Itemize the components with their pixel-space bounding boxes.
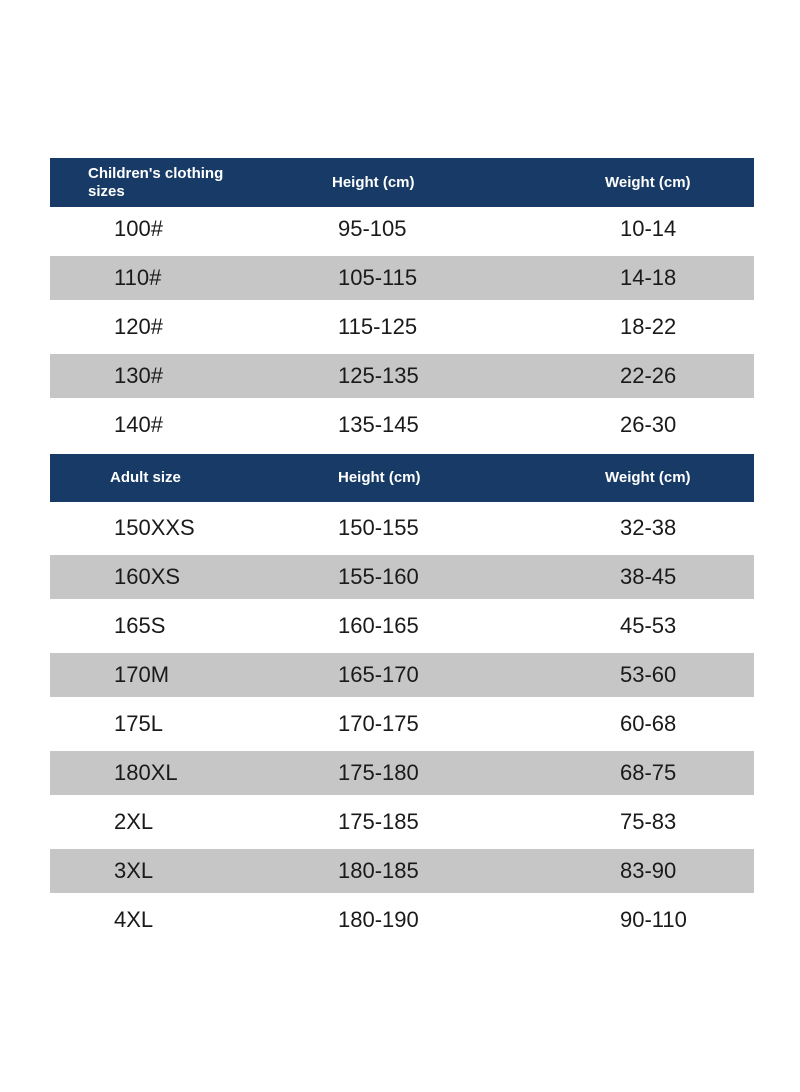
children-height-header: Height (cm)	[332, 173, 415, 191]
weight-cell: 26-30	[620, 412, 677, 437]
height-cell: 115-125	[338, 314, 418, 339]
size-cell: 130#	[114, 363, 163, 388]
table-row	[50, 702, 754, 746]
size-cell: 175L	[114, 711, 163, 736]
children-header-row	[50, 158, 754, 207]
table-row	[50, 800, 754, 844]
table-row	[50, 751, 754, 795]
adult-table-body	[50, 506, 754, 942]
size-cell: 150XXS	[114, 515, 195, 540]
weight-cell: 90-110	[620, 907, 687, 932]
weight-cell: 83-90	[620, 858, 677, 883]
size-cell: 3XL	[114, 858, 154, 883]
table-row	[50, 653, 754, 697]
height-cell: 180-190	[338, 907, 419, 932]
size-cell: 2XL	[114, 809, 154, 834]
height-cell: 175-180	[338, 760, 419, 785]
table-row	[50, 849, 754, 893]
size-cell: 170M	[114, 662, 170, 687]
weight-cell: 45-53	[620, 613, 677, 638]
table-row	[50, 207, 754, 251]
height-cell: 180-185	[338, 858, 419, 883]
table-row	[50, 555, 754, 599]
height-cell: 160-165	[338, 613, 419, 638]
table-row	[50, 256, 754, 300]
weight-cell: 75-83	[620, 809, 677, 834]
table-row	[50, 898, 754, 942]
adult-height-header: Height (cm)	[338, 469, 421, 486]
weight-cell: 53-60	[620, 662, 677, 687]
adult-header-row	[50, 454, 754, 502]
height-cell: 175-185	[338, 809, 419, 834]
weight-cell: 68-75	[620, 760, 677, 785]
height-cell: 170-175	[338, 711, 419, 736]
weight-cell: 18-22	[620, 314, 677, 339]
weight-cell: 32-38	[620, 515, 677, 540]
children-table-body	[50, 207, 754, 447]
height-cell: 95-105	[338, 216, 407, 241]
height-cell: 165-170	[338, 662, 419, 687]
weight-cell: 22-26	[620, 363, 677, 388]
height-cell: 125-135	[338, 363, 419, 388]
weight-cell: 60-68	[620, 711, 677, 736]
size-cell: 180XL	[114, 760, 178, 785]
weight-cell: 14-18	[620, 265, 677, 290]
children-weight-header: Weight (cm)	[605, 173, 691, 191]
height-cell: 105-115	[338, 265, 418, 290]
table-row	[50, 305, 754, 349]
size-cell: 100#	[114, 216, 163, 241]
table-row	[50, 506, 754, 550]
height-cell: 155-160	[338, 564, 419, 589]
size-cell: 110#	[114, 265, 162, 290]
height-cell: 150-155	[338, 515, 419, 540]
size-cell: 140#	[114, 412, 163, 437]
adult-weight-header: Weight (cm)	[605, 469, 691, 486]
weight-cell: 10-14	[620, 216, 677, 241]
children-size-header: Children's clothing sizes	[88, 164, 224, 200]
size-chart-table	[50, 158, 754, 942]
table-row	[50, 403, 754, 447]
size-cell: 120#	[114, 314, 163, 339]
size-cell: 165S	[114, 613, 166, 638]
size-cell: 4XL	[114, 907, 154, 932]
height-cell: 135-145	[338, 412, 419, 437]
table-row	[50, 604, 754, 648]
size-cell: 160XS	[114, 564, 181, 589]
table-row	[50, 354, 754, 398]
weight-cell: 38-45	[620, 564, 677, 589]
adult-size-header: Adult size	[110, 469, 181, 486]
